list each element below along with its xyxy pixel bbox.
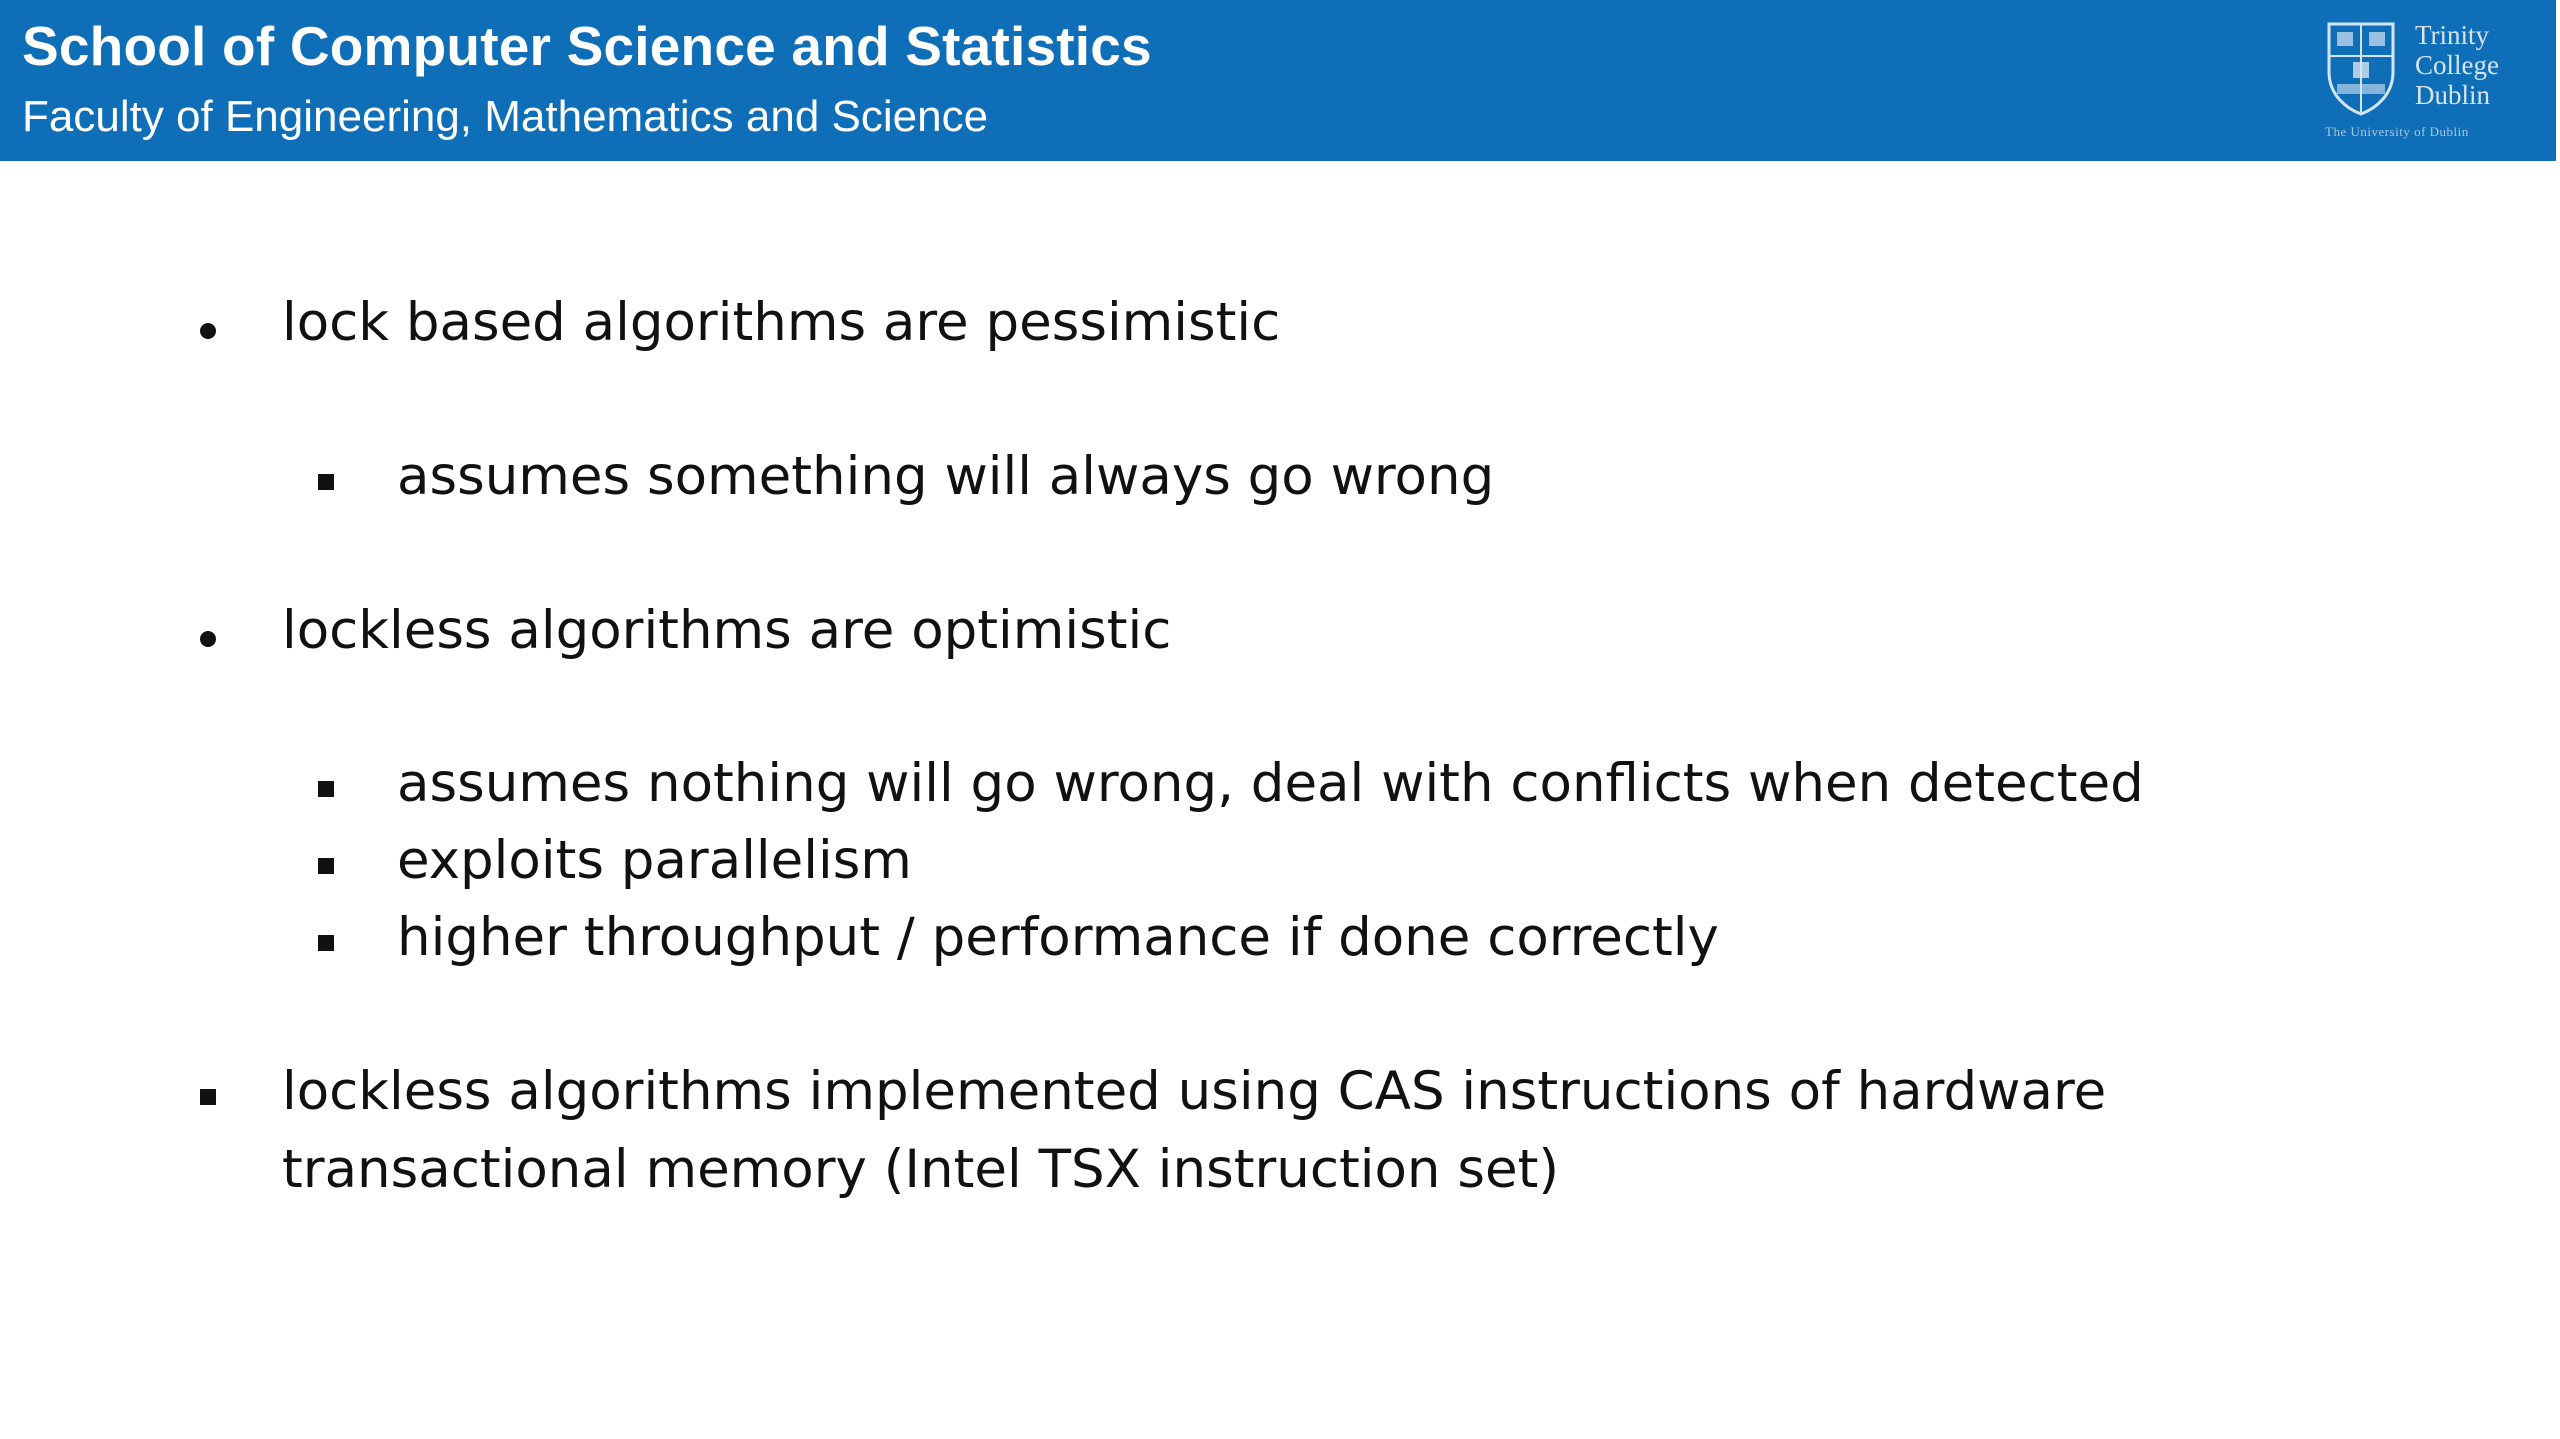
logo-tagline: The University of Dublin <box>2325 124 2469 139</box>
square-bullet <box>318 474 334 490</box>
logo-line-2: College <box>2415 50 2499 80</box>
header-subtitle: Faculty of Engineering, Mathematics and Science <box>22 92 989 141</box>
round-bullet <box>200 323 216 339</box>
square-bullet <box>318 858 334 874</box>
square-bullet <box>318 781 334 797</box>
square-bullet <box>318 935 334 951</box>
bullet-text: assumes something will always go wrong <box>397 446 1495 507</box>
bullet-text: higher throughput / performance if done correctly <box>397 907 1719 968</box>
bullet-text-line-2: transactional memory (Intel TSX instruction set) <box>282 1139 1560 1200</box>
bullet-text: lockless algorithms are optimistic <box>282 600 1172 661</box>
bullet-text: assumes nothing will go wrong, deal with conflicts when detected <box>397 753 2144 814</box>
bullet-text: lock based algorithms are pessimistic <box>282 292 1281 353</box>
logo-line-1: Trinity <box>2415 20 2490 50</box>
round-bullet <box>200 631 216 647</box>
header-title: School of Computer Science and Statistics <box>22 15 1152 77</box>
bullet-text: exploits parallelism <box>397 830 912 891</box>
square-bullet <box>200 1089 216 1105</box>
logo-line-3: Dublin <box>2415 80 2491 110</box>
bullet-text-line-1: lockless algorithms implemented using CAS instructions of hardware <box>282 1061 2107 1122</box>
